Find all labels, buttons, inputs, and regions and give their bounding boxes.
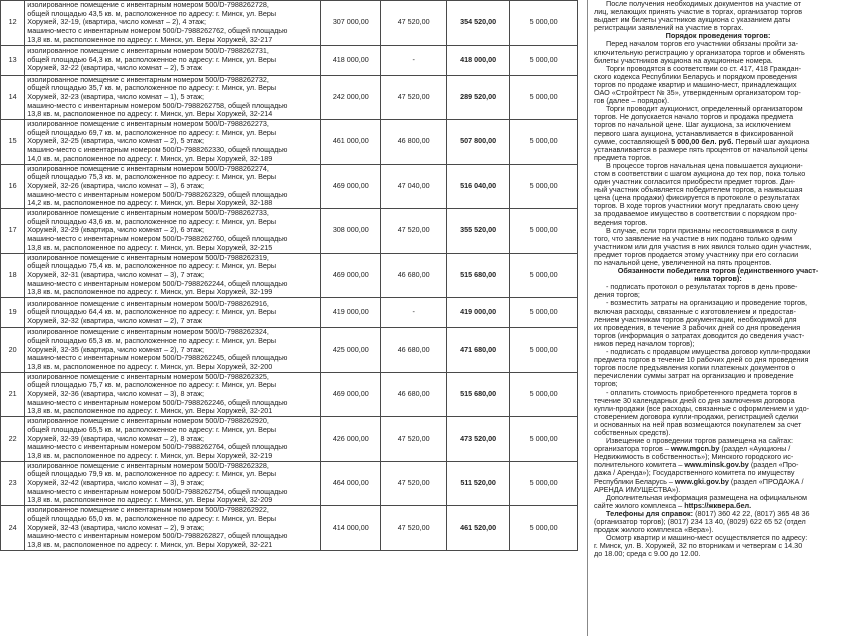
phones-paragraph: [594, 510, 842, 534]
lot-total-price: 419 000,00: [446, 298, 509, 328]
lot-description: изолированное помещение с инвентарным номером 500/D-7988262920, общей площадью 65,5 кв. м, расположенное по адресу: г. Минск, ул. Веры Хоружей, 32-39 (квартира, число комнат – 2), 8 этаж; машино-место с инвентарным номером 500/D-7988262764, общей площадью 13,8 кв. м, расположенное по адресу: г. Минск, ул. Веры Хоружей, 32-219: [25, 417, 321, 462]
lot-number: 13: [1, 45, 25, 75]
lot-auction-step: 5 000,00: [510, 1, 578, 46]
lot-total-price: 471 680,00: [446, 328, 509, 373]
auction-info-column: [594, 0, 842, 636]
lot-parking-price: 47 520,00: [381, 209, 447, 254]
order-paragraph-2: Торги проводятся в соответствии со ст. 417, 418 Граждан- ского кодекса Республики Беларусь и порядком проведения торгов по продаже квартир и машино-мест, принадлежащих ОАО «Стройтрест № 35», утвержденным организатором тор- гов (далее – порядок).: [594, 63, 802, 106]
site-link-minsk[interactable]: www.minsk.gov.by: [684, 460, 749, 470]
lot-auction-step: 5 000,00: [510, 461, 578, 506]
lot-parking-price: 47 520,00: [381, 417, 447, 462]
lot-description: изолированное помещение с инвентарным номером 500/D-7988262922, общей площадью 65,0 кв. м, расположенное по адресу: г. Минск, ул. Веры Хоружей, 32-43 (квартира, число комнат – 2), 9 этаж; машино-место с инвентарным номером 500/D-7988262827, общей площадью 13,8 кв. м, расположенное по адресу: г. Минск, ул. Веры Хоружей, 32-221: [25, 506, 321, 551]
lot-description: изолированное помещение с инвентарным номером 500/D-7988262273, общей площадью 69,7 кв. м, расположенное по адресу: г. Минск, ул. Веры Хоружей, 32-25 (квартира, число комнат – 2), 5 этаж; машино-место с инвентарным номером 500/D-7988262330, общей площадью 14,0 кв. м, расположенное по адресу: г. Минск, ул. Веры Хоружей, 32-189: [25, 120, 321, 165]
lot-total-price: 473 520,00: [446, 417, 509, 462]
lot-number: 24: [1, 506, 25, 551]
site-link-mgcn[interactable]: www.mgcn.by: [670, 444, 720, 454]
sites-paragraph: [594, 437, 842, 494]
lot-auction-step: 5 000,00: [510, 209, 578, 254]
lot-start-price: 469 000,00: [321, 253, 381, 298]
lot-total-price: 418 000,00: [446, 45, 509, 75]
lot-start-price: 469 000,00: [321, 164, 381, 209]
lot-total-price: 515 680,00: [446, 372, 509, 417]
lot-description: изолированное помещение с инвентарным номером 500/D-7988262731, общей площадью 64,3 кв. м, расположенное по адресу: г. Минск, ул. Веры Хоружей, 32-22 (квартира, число комнат – 2), 5 этаж: [25, 45, 321, 75]
table-row: [1, 506, 578, 551]
lot-start-price: 469 000,00: [321, 372, 381, 417]
lot-auction-step: 5 000,00: [510, 298, 578, 328]
lot-description: изолированное помещение с инвентарным номером 500/D-7988262328, общей площадью 79,9 кв. м, расположенное по адресу: г. Минск, ул. Веры Хоружей, 32-42 (квартира, число комнат – 3), 9 этаж; машино-место с инвентарным номером 500/D-7988262754, общей площадью 13,8 кв. м, расположенное по адресу: г. Минск, ул. Веры Хоружей, 32-209: [25, 461, 321, 506]
lot-number: 18: [1, 253, 25, 298]
lot-number: 19: [1, 298, 25, 328]
table-row: [1, 461, 578, 506]
table-row: [1, 298, 578, 328]
lot-total-price: 289 520,00: [446, 75, 509, 120]
lot-start-price: 426 000,00: [321, 417, 381, 462]
lot-total-price: 507 800,00: [446, 120, 509, 165]
lot-number: 23: [1, 461, 25, 506]
lot-start-price: 464 000,00: [321, 461, 381, 506]
lot-description: изолированное помещение с инвентарным номером 500/D-7988262274, общей площадью 75,3 кв. м, расположенное по адресу: г. Минск, ул. Веры Хоружей, 32-26 (квартира, число комнат – 3), 6 этаж; машино-место с инвентарным номером 500/D-7988262329, общей площадью 14,2 кв. м, расположенное по адресу: г. Минск, ул. Веры Хоружей, 32-188: [25, 164, 321, 209]
duty-3: - подписать с продавцом имущества договор купли-продажи предмета торгов в течение 10 рабочих дней со дня проведения торгов после предъявления копии платежных документов о перечислении суммы затрат на организацию и проведение торгов;: [594, 347, 811, 389]
lots-table-body: [1, 1, 578, 551]
table-row: [1, 164, 578, 209]
winner-duties-heading: Обязанности победителя торгов (единственного участ- ника торгов):: [617, 266, 819, 284]
lot-parking-price: -: [381, 298, 447, 328]
lot-description: изолированное помещение с инвентарным номером 500/D-7988262319, общей площадью 75,4 кв. м, расположенное по адресу: г. Минск, ул. Веры Хоружей, 32-31 (квартира, число комнат – 3), 7 этаж; машино-место с инвентарным номером 500/D-7988262244, общей площадью 13,8 кв. м, расположенное по адресу: г. Минск, ул. Веры Хоружей, 32-199: [25, 253, 321, 298]
table-row: [1, 417, 578, 462]
auction-step-amount: 5 000,00 бел. руб.: [671, 136, 734, 146]
lot-start-price: 419 000,00: [321, 298, 381, 328]
lot-auction-step: 5 000,00: [510, 253, 578, 298]
duty-1: - подписать протокол о результатах торгов в день прове- дения торгов;: [594, 282, 798, 300]
lot-description: изолированное помещение с инвентарным номером 500/D-7988262325, общей площадью 75,7 кв. м, расположенное по адресу: г. Минск, ул. Веры Хоружей, 32-36 (квартира, число комнат – 3), 8 этаж; машино-место с инвентарным номером 500/D-7988262246, общей площадью 13,8 кв. м, расположенное по адресу: г. Минск, ул. Веры Хоружей, 32-201: [25, 372, 321, 417]
table-row: [1, 75, 578, 120]
lot-description: изолированное помещение с инвентарным номером 500/D-7988262324, общей площадью 65,3 кв. м, расположенное по адресу: г. Минск, ул. Веры Хоружей, 32-35 (квартира, число комнат – 2), 7 этаж; машино-место с инвентарным номером 500/D-7988262245, общей площадью 13,8 кв. м, расположенное по адресу: г. Минск, ул. Веры Хоружей, 32-200: [25, 328, 321, 373]
column-separator: [587, 0, 588, 636]
lot-parking-price: 47 520,00: [381, 1, 447, 46]
lot-parking-price: 46 680,00: [381, 328, 447, 373]
extra-info-text: Дополнительная информация размещена на официальном сайте жилого комплекса –: [594, 492, 808, 510]
table-row: [1, 1, 578, 46]
phones-heading: Телефоны для справок:: [606, 508, 694, 518]
order-paragraph-3-c: Первый шаг аукциона устанавливается в размере пять процентов от начальной цены предмета торгов.: [594, 136, 810, 162]
sites-text-2: (раздел «Аукционы / Недвижимость в собственность»); Минского городского ис- полнительного комитета –: [594, 444, 794, 470]
order-paragraph-1: Перед началом торгов его участники обязаны пройти за- ключительную регистрацию у организатора торгов и обменять билеты участников аукциона на аукционные номера.: [594, 39, 805, 65]
table-row: [1, 253, 578, 298]
sites-text-1: Извещение о проведении торгов размещена на сайтах: организатора торгов –: [594, 436, 794, 454]
lot-description: изолированное помещение с инвентарным номером 500/D-7988262732, общей площадью 35,7 кв. м, расположенное по адресу: г. Минск, ул. Веры Хоружей, 32-23 (квартира, число комнат – 1), 5 этаж; машино-место с инвентарным номером 500/D-7988262758, общей площадью 13,8 кв. м, расположенное по адресу: г. Минск, ул. Веры Хоружей, 32-214: [25, 75, 321, 120]
order-paragraph-3: [594, 105, 842, 162]
lot-number: 15: [1, 120, 25, 165]
table-row: [1, 45, 578, 75]
lot-description: изолированное помещение с инвентарным номером 500/D-7988262728, общей площадью 43,5 кв. м, расположенное по адресу: г. Минск, ул. Веры Хоружей, 32-19, (квартира, число комнат – 2), 4 этаж; машино-место с инвентарным номером 500/D-7988262762, общей площадью 13,8 кв. м, расположенное по адресу: г. Минск, ул. Веры Хоружей, 32-217: [25, 1, 321, 46]
sites-text-3: (раздел «Про- дажа / Аренда»); Государственного комитета по имуществу Республики Беларусь –: [594, 460, 799, 486]
lot-parking-price: -: [381, 45, 447, 75]
lot-number: 12: [1, 1, 25, 46]
order-heading: Порядок проведения торгов:: [665, 31, 771, 41]
lot-parking-price: 46 680,00: [381, 253, 447, 298]
lot-parking-price: 47 520,00: [381, 461, 447, 506]
lot-auction-step: 5 000,00: [510, 328, 578, 373]
lot-start-price: 308 000,00: [321, 209, 381, 254]
visit-paragraph: Осмотр квартир и машино-мест осуществляется по адресу: г. Минск, ул. В. Хоружей, 32 по вторникам и четвергам с 14.30 до 18.00; среда с 9.00 до 12.00.: [594, 533, 808, 559]
site-link-gki[interactable]: www.gki.gov.by: [674, 476, 729, 486]
lot-start-price: 425 000,00: [321, 328, 381, 373]
lot-start-price: 307 000,00: [321, 1, 381, 46]
lot-parking-price: 46 800,00: [381, 120, 447, 165]
order-paragraph-4: В процессе торгов начальная цена повышается аукциони- стом в соответствии с шагом аукциона до тех пор, пока только один участник согласится приобрести предмет торгов. Дан- ный участник объявляется победителем торгов, а наивысшая цена (цена продажи) фиксируется в протоколе о результатах торгов. В ходе торгов участники могут предлагать свою цену за продаваемое имущество в соответствии с порядком про- ведения торгов.: [594, 160, 806, 227]
lot-description: изолированное помещение с инвентарным номером 500/D-7988262916, общей площадью 64,4 кв. м, расположенное по адресу: г. Минск, ул. Веры Хоружей, 32-32 (квартира, число комнат – 2), 7 этаж: [25, 298, 321, 328]
lot-total-price: 511 520,00: [446, 461, 509, 506]
lot-parking-price: 47 520,00: [381, 506, 447, 551]
lot-auction-step: 5 000,00: [510, 372, 578, 417]
lot-auction-step: 5 000,00: [510, 120, 578, 165]
duty-4: - оплатить стоимость приобретенного предмета торгов в течение 30 календарных дней со дня заключения договора купли-продажи (все расходы, связанные с оформлением и удо- стоверением договора купли-продажи, регистрацией сделки и основанных на ней прав возмещаются покупателем за счет собственных средств).: [594, 387, 810, 437]
lot-auction-step: 5 000,00: [510, 506, 578, 551]
intro-paragraph: После получения необходимых документов на участие от лиц, желающих принять участие в торгах, организатор торгов выдает им билеты участников аукциона с указанием даты регистрации заявлений на участие в торгах.: [594, 0, 803, 33]
extra-info-paragraph: [594, 494, 842, 510]
table-row: [1, 120, 578, 165]
lot-auction-step: 5 000,00: [510, 417, 578, 462]
lot-description: изолированное помещение с инвентарным номером 500/D-7988262733, общей площадью 43,6 кв. м, расположенное по адресу: г. Минск, ул. Веры Хоружей, 32-29 (квартира, число комнат – 2), 6 этаж; машино-место с инвентарным номером 500/D-7988262760, общей площадью 13,8 кв. м, расположенное по адресу: г. Минск, ул. Веры Хоружей, 32-215: [25, 209, 321, 254]
lot-number: 21: [1, 372, 25, 417]
lot-number: 22: [1, 417, 25, 462]
lot-parking-price: 47 040,00: [381, 164, 447, 209]
lot-auction-step: 5 000,00: [510, 45, 578, 75]
table-row: [1, 209, 578, 254]
lot-number: 17: [1, 209, 25, 254]
lot-total-price: 516 040,00: [446, 164, 509, 209]
lot-total-price: 354 520,00: [446, 1, 509, 46]
lot-start-price: 414 000,00: [321, 506, 381, 551]
table-row: [1, 372, 578, 417]
phones-text: (8017) 360 42 22, (8017) 365 48 36 (организатор торгов); (8017) 234 13 40, (8029) 622 65 52 (отдел продаж жилого комплекса «Вера»).: [594, 508, 810, 535]
lot-total-price: 355 520,00: [446, 209, 509, 254]
order-paragraph-5: В случае, если торги признаны несостоявшимися в силу того, что заявление на участие в них подано только одним участником или для участия в них явился только один участник, предмет торгов продается этому участнику при его согласии по начальной цене, увеличенной на пять процентов.: [594, 225, 812, 267]
order-paragraph-3-a: Торги проводит аукционист, определенный организатором торгов. Не допускается начало торгов и продажа предмета торгов по начальной цене. Шаг аукциона, за исключением первого шага аукциона, устанавливается в фиксированной сумме, составляющей: [594, 104, 803, 146]
lot-parking-price: 46 680,00: [381, 372, 447, 417]
lot-number: 16: [1, 164, 25, 209]
table-row: [1, 328, 578, 373]
sites-text-4: (раздел «ПРОДАЖА / АРЕНДА ИМУЩЕСТВА»).: [594, 476, 804, 494]
lot-total-price: 515 680,00: [446, 253, 509, 298]
lot-number: 14: [1, 75, 25, 120]
lot-total-price: 461 520,00: [446, 506, 509, 551]
duty-2: - возместить затраты на организацию и проведение торгов, включая расходы, связанные с изготовлением и предостав- лением участникам торгов документации, необходимой для их проведения, в течение 3 рабочих дней со дня проведения торгов (информация о затратах доводится до сведения участ- ников перед началом торгов);: [594, 298, 808, 348]
lot-auction-step: 5 000,00: [510, 75, 578, 120]
lot-auction-step: 5 000,00: [510, 164, 578, 209]
lot-start-price: 461 000,00: [321, 120, 381, 165]
lot-start-price: 418 000,00: [321, 45, 381, 75]
site-link-complex[interactable]: https://жквера.бел.: [684, 500, 752, 510]
lot-start-price: 242 000,00: [321, 75, 381, 120]
lot-parking-price: 47 520,00: [381, 75, 447, 120]
lot-number: 20: [1, 328, 25, 373]
